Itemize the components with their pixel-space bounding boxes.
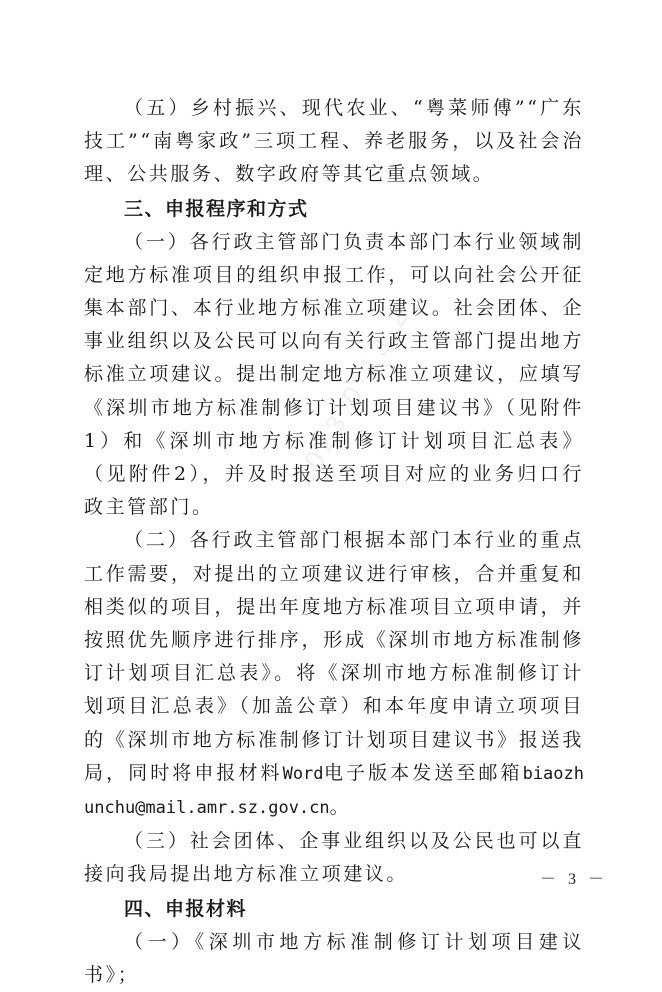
paragraph-procedure-3: （三）社会团体、企事业组织以及公民也可以直接向我局提出地方标准立项建议。	[84, 830, 584, 886]
watermark: 2023.0·13.2	[287, 299, 417, 492]
paragraph-procedure-1: （一）各行政主管部门负责本部门本行业领域制定地方标准项目的组织申报工作，可以向社会公开征集本部门、本行业地方标准立项建议。社会团体、企事业组织以及公民可以向有关行政主管部门提出地方标准立项建议。提出制定地方标准立项建议，应填写《深圳市地方标准制修订计划项目建议书》（见附件1）和《深圳市地方标准制修订计划项目汇总表》（见附件2），并及时报送至项目对应的业务归口行政主管部门。	[84, 230, 584, 519]
page-number: － 3 －	[540, 871, 609, 888]
paragraph-material-1: （一）《深圳市地方标准制修订计划项目建议书》；	[84, 930, 584, 986]
section-heading-4: 四、申报材料	[124, 897, 248, 920]
procedure-2-text: （二）各行政主管部门根据本部门本行业的重点工作需要，对提出的立项建议进行审核，合并重复和相类似的项目，提出年度地方标准项目立项申请，并按照优先顺序进行排序，形成《深圳市地方标准制修订计划项目汇总表》。将《深圳市地方标准制修订计划项目汇总表》（加盖公章）和本年度申请立项项目的《深圳市地方标准制修订计划项目建议书》报送我局，同时将申报材料	[84, 529, 584, 784]
paragraph-item-5: （五）乡村振兴、现代农业、“粤菜师傅”“广东技工”“南粤家政”三项工程、养老服务，以及社会治理、公共服务、数字政府等其它重点领域。	[84, 97, 584, 186]
word-label: Word	[282, 763, 324, 784]
procedure-2-end: 。	[329, 796, 352, 819]
section-heading-3: 三、申报程序和方式	[124, 197, 309, 220]
email-address[interactable]: biaozhunchu@mail.amr.sz.gov.cn	[84, 763, 584, 819]
document-page	[84, 92, 584, 992]
paragraph-procedure-2	[84, 524, 584, 825]
procedure-2-mid: 电子版本发送至邮箱	[323, 761, 523, 784]
